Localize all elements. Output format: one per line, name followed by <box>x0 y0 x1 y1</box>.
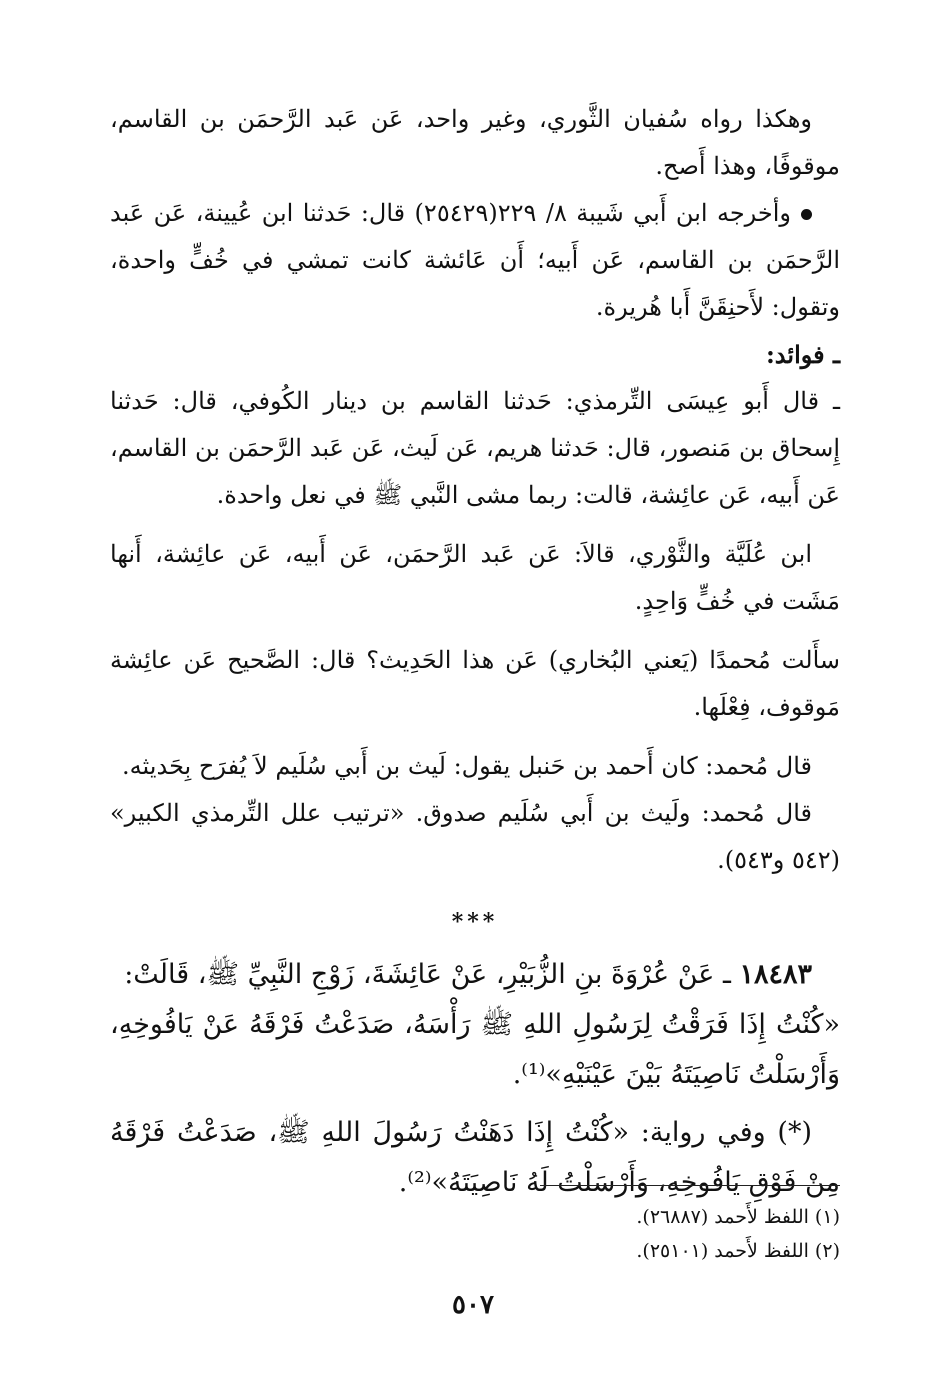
hadith-riwaya: (*) وفي رواية: «كُنْتُ إِذَا دَهَنْتُ رَسُولَ اللهِ ﷺ، صَدَعْتُ فَرْقَهُ مِنْ فَوْقِ يَافُوخِهِ، وَأَرْسَلْتُ لَهُ نَاصِيَتَهُ»⁽²⁾. <box>110 1117 840 1198</box>
footnotes <box>110 1185 840 1268</box>
footnote: (٢) اللفظ لأَحمد (٢٥١٠١). <box>636 1240 840 1262</box>
bullet-icon <box>801 209 812 220</box>
page-number: ٥٠٧ <box>452 1290 494 1320</box>
paragraph: ـ قال أَبو عِيسَى التِّرمذي: حَدثنا القاسم بن دينار الكُوفي، قال: حَدثنا إِسحاق بن مَنصور، قال: حَدثنا هريم، عَن لَيث، عَن عَبد الرَّحمَن بن القاسم، عَن أَبيه، عَن عائِشة، قالت: ربما مشى النَّبي ﷺ في نعل واحدة. <box>110 387 840 509</box>
section-heading: ـ فوائد: <box>765 340 840 369</box>
paragraph: قال مُحمد: كان أَحمد بن حَنبل يقول: لَيث بن أَبي سُلَيم لاَ يُفرَح بِحَديثه. <box>122 752 812 780</box>
hadith-number: ١٨٤٨٣ <box>739 959 812 990</box>
paragraph: قال مُحمد: ولَيث بن أَبي سُلَيم صدوق. «ترتيب علل التِّرمذي الكبير» (٥٤٢ و٥٤٣). <box>110 799 840 874</box>
footnote: (١) اللفظ لأَحمد (٢٦٨٨٧). <box>636 1206 840 1228</box>
footnote-divider <box>540 1185 840 1186</box>
hadith-chain: ـ عَنْ عُرْوَةَ بنِ الزُّبَيْرِ، عَنْ عَائِشَةَ، زَوْجِ النَّبِيِّ ﷺ، قَالَتْ: <box>124 959 731 990</box>
paragraph-text: وأخرجه ابن أَبي شَيبة ٨/ ٢٢٩(٢٥٤٢٩) قال: حَدثنا ابن عُيينة، عَن عَبد الرَّحمَن بن القاسم، عَن أَبيه؛ أَن عَائشة كانت تمشي في خُفٍّ واحدة، وتقول: لأَحنِقَنَّ أَبا هُريرة. <box>110 199 840 321</box>
paragraph: سأَلت مُحمدًا (يَعني البُخاري) عَن هذا الحَدِيث؟ قال: الصَّحيح عَن عائِشة مَوقوف، فِعْلَها. <box>110 646 840 721</box>
hadith-text: «كُنْتُ إِذَا فَرَقْتُ لِرَسُولِ اللهِ ﷺ رَأْسَهُ، صَدَعْتُ فَرْقَهُ عَنْ يَافُوخِهِ، وَأَرْسَلْتُ نَاصِيَتَهُ بَيْنَ عَيْنَيْهِ»⁽¹⁾. <box>110 1009 840 1090</box>
paragraph: وهكذا رواه سُفيان الثَّوري، وغير واحد، عَن عَبد الرَّحمَن بن القاسم، موقوفًا، وهذا أَصح. <box>110 105 840 180</box>
hadith-intro <box>110 950 840 1000</box>
page-body <box>110 96 840 1208</box>
paragraph <box>110 190 840 331</box>
paragraph: ابن عُلَيَّة والثَّوْري، قالاَ: عَن عَبد الرَّحمَن، عَن أَبيه، عَن عائِشة، أَنها مَشَت في خُفٍّ وَاحِدٍ. <box>110 540 840 615</box>
section-separator: *** <box>451 909 499 935</box>
